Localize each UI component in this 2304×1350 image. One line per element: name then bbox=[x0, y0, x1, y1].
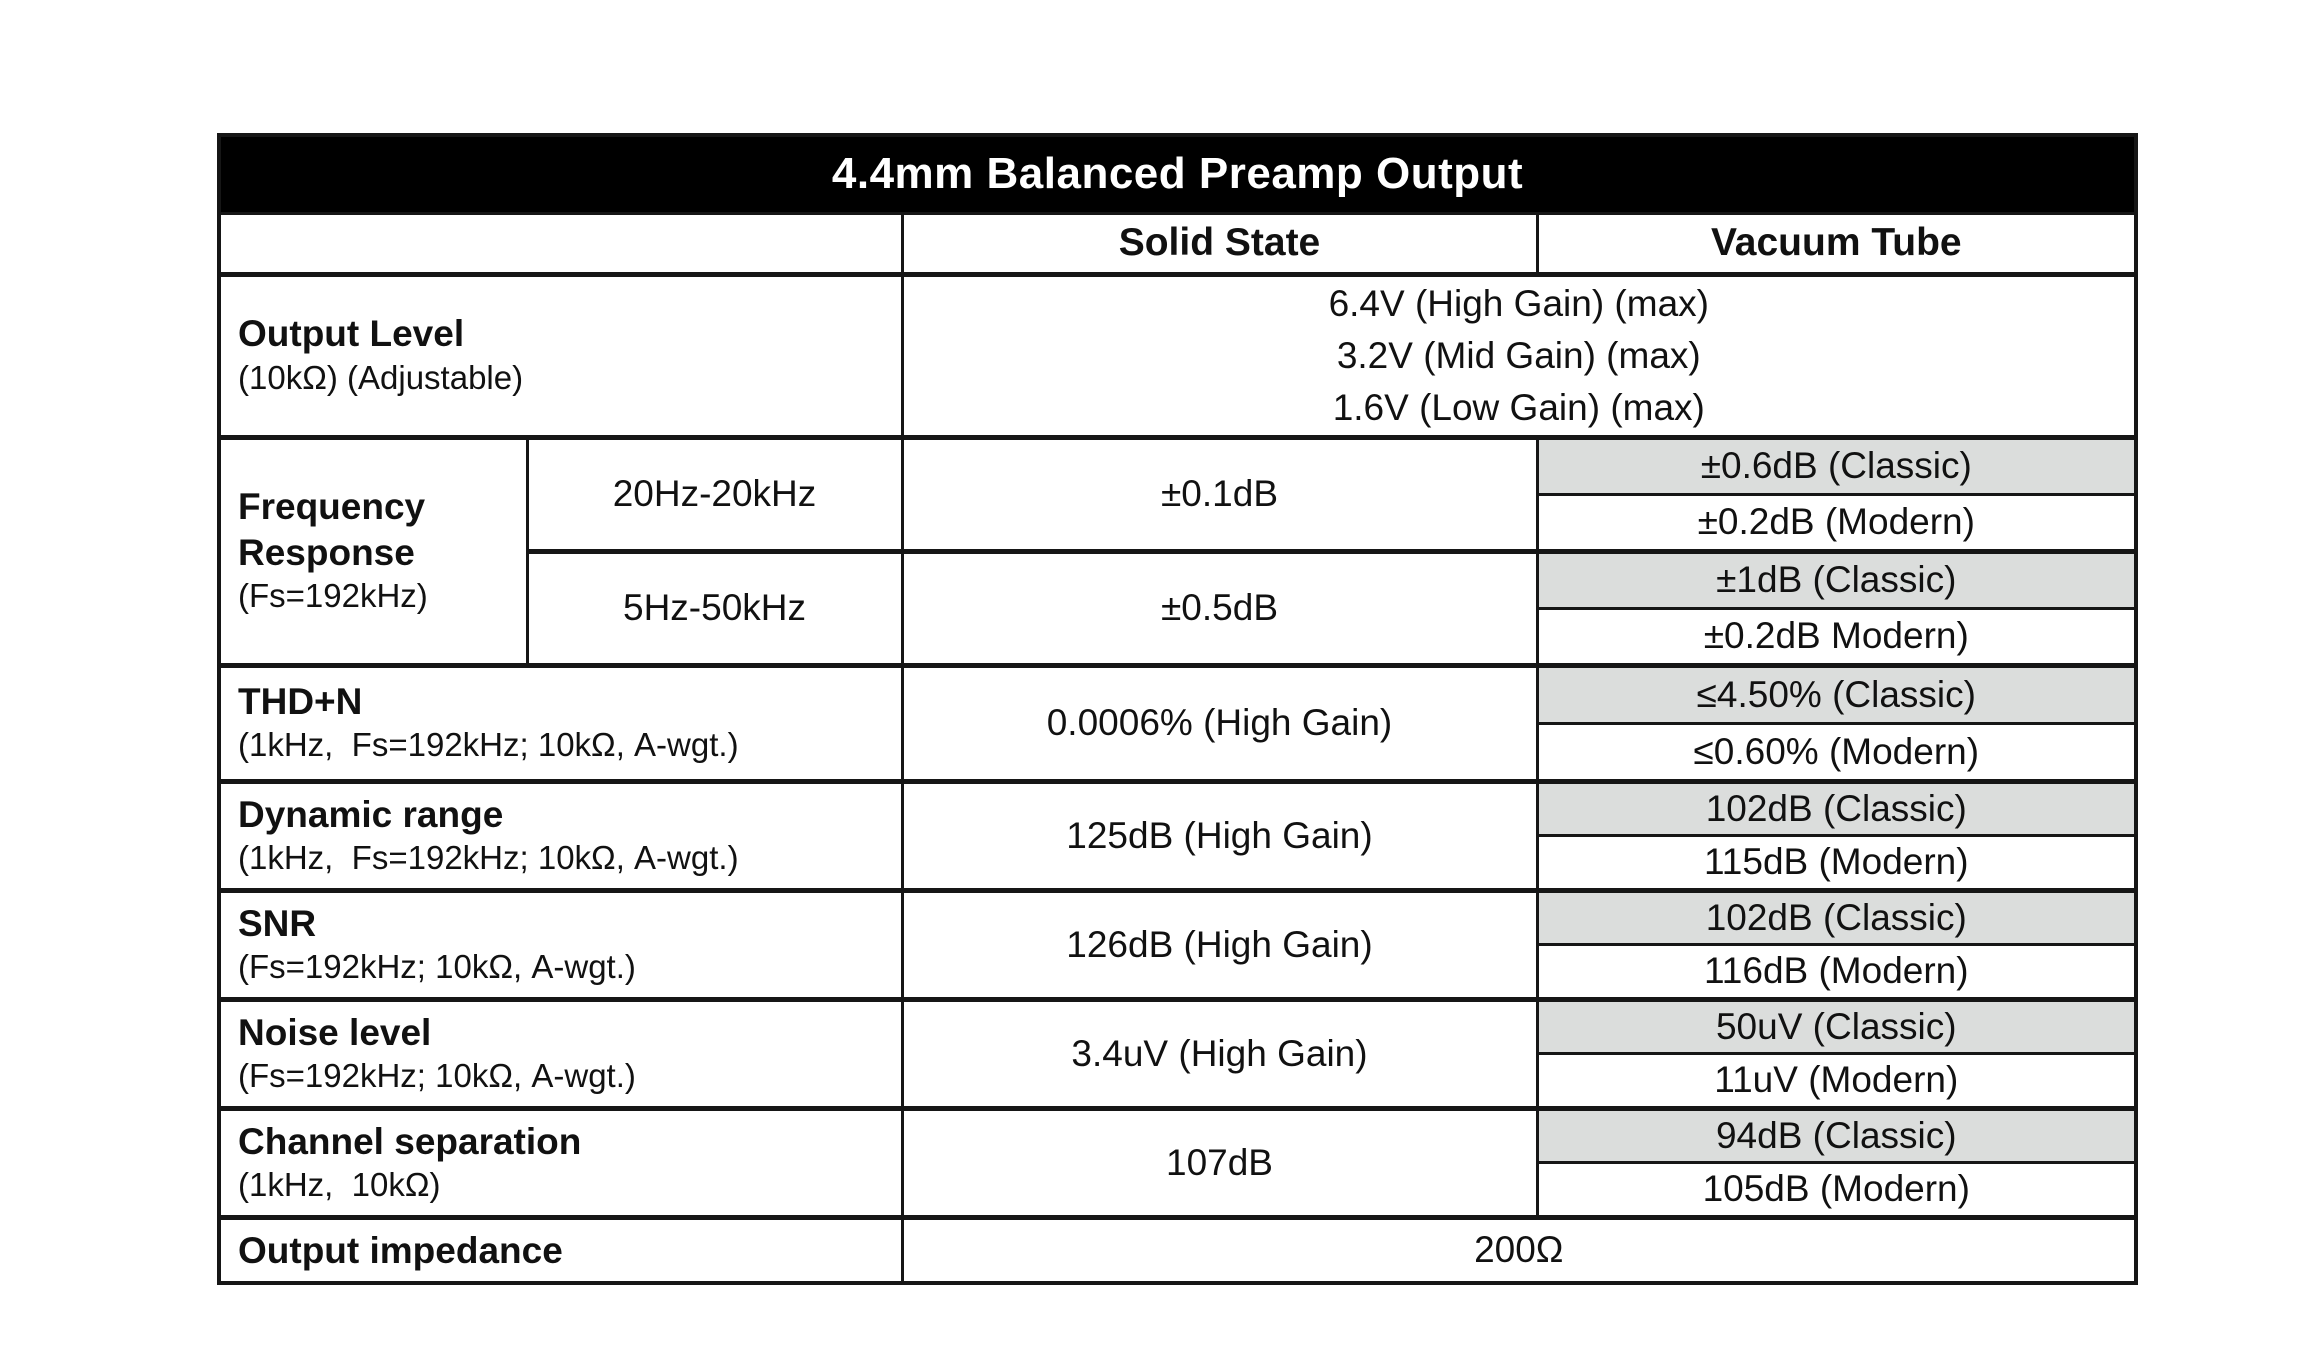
snr-vt-classic: 102dB (Classic) bbox=[1537, 890, 2136, 945]
frequency-response-20hz-vt-classic: ±0.6dB (Classic) bbox=[1537, 437, 2136, 494]
frequency-response-5hz-solid-state: ±0.5dB bbox=[902, 551, 1537, 665]
frequency-response-sublabel: (Fs=192kHz) bbox=[238, 576, 428, 614]
thd-n-sublabel: (1kHz, Fs=192kHz; 10kΩ, A-wgt.) bbox=[238, 726, 739, 764]
snr-sublabel: (Fs=192kHz; 10kΩ, A-wgt.) bbox=[238, 947, 636, 985]
preamp-output-spec-table bbox=[217, 133, 2138, 1285]
row-frequency-response-20hz bbox=[219, 437, 2136, 494]
snr-solid-state: 126dB (High Gain) bbox=[902, 890, 1537, 999]
row-dynamic-range bbox=[219, 781, 2136, 836]
frequency-response-label: Frequency Response bbox=[238, 486, 426, 573]
output-level-label-cell bbox=[219, 274, 902, 437]
row-noise-level bbox=[219, 999, 2136, 1054]
noise-level-vt-classic: 50uV (Classic) bbox=[1537, 999, 2136, 1054]
dynamic-range-vt-modern: 115dB (Modern) bbox=[1537, 836, 2136, 891]
output-level-label: Output Level bbox=[238, 313, 465, 355]
noise-level-sublabel: (Fs=192kHz; 10kΩ, A-wgt.) bbox=[238, 1056, 636, 1094]
dynamic-range-sublabel: (1kHz, Fs=192kHz; 10kΩ, A-wgt.) bbox=[238, 838, 739, 876]
thd-n-label-cell bbox=[219, 665, 902, 781]
thd-n-label: THD+N bbox=[238, 680, 363, 722]
row-output-impedance bbox=[219, 1217, 2136, 1283]
column-header-vacuum-tube: Vacuum Tube bbox=[1537, 213, 2136, 274]
frequency-response-20hz-vt-modern: ±0.2dB (Modern) bbox=[1537, 494, 2136, 551]
thd-n-vt-classic: ≤4.50% (Classic) bbox=[1537, 665, 2136, 723]
snr-label-cell bbox=[219, 890, 902, 999]
output-level-value-low: 1.6V (Low Gain) (max) bbox=[1332, 386, 1705, 428]
output-level-value-high: 6.4V (High Gain) (max) bbox=[1328, 282, 1709, 324]
channel-separation-solid-state: 107dB bbox=[902, 1108, 1537, 1217]
channel-separation-vt-modern: 105dB (Modern) bbox=[1537, 1163, 2136, 1218]
output-level-value-mid: 3.2V (Mid Gain) (max) bbox=[1336, 334, 1701, 376]
channel-separation-vt-classic: 94dB (Classic) bbox=[1537, 1108, 2136, 1163]
output-impedance-label-cell bbox=[219, 1217, 902, 1283]
row-output-level bbox=[219, 274, 2136, 437]
frequency-range-5hz: 5Hz-50kHz bbox=[527, 551, 902, 665]
frequency-response-5hz-vt-classic: ±1dB (Classic) bbox=[1537, 551, 2136, 608]
output-impedance-value: 200Ω bbox=[902, 1217, 2136, 1283]
thd-n-vt-modern: ≤0.60% (Modern) bbox=[1537, 723, 2136, 781]
noise-level-vt-modern: 11uV (Modern) bbox=[1537, 1054, 2136, 1109]
frequency-response-label-cell bbox=[219, 437, 527, 665]
snr-label: SNR bbox=[238, 902, 317, 944]
channel-separation-sublabel: (1kHz, 10kΩ) bbox=[238, 1165, 441, 1203]
output-level-sublabel: (10kΩ) (Adjustable) bbox=[238, 358, 524, 396]
dynamic-range-vt-classic: 102dB (Classic) bbox=[1537, 781, 2136, 836]
thd-n-solid-state: 0.0006% (High Gain) bbox=[902, 665, 1537, 781]
output-impedance-label: Output impedance bbox=[238, 1229, 563, 1271]
frequency-response-5hz-vt-modern: ±0.2dB Modern) bbox=[1537, 608, 2136, 665]
dynamic-range-solid-state: 125dB (High Gain) bbox=[902, 781, 1537, 890]
frequency-response-20hz-solid-state: ±0.1dB bbox=[902, 437, 1537, 551]
row-snr bbox=[219, 890, 2136, 945]
column-header-solid-state: Solid State bbox=[902, 213, 1537, 274]
channel-separation-label-cell bbox=[219, 1108, 902, 1217]
dynamic-range-label: Dynamic range bbox=[238, 793, 504, 835]
row-channel-separation bbox=[219, 1108, 2136, 1163]
header-empty-cell bbox=[219, 213, 902, 274]
noise-level-label: Noise level bbox=[238, 1011, 432, 1053]
row-thd-n bbox=[219, 665, 2136, 723]
channel-separation-label: Channel separation bbox=[238, 1120, 582, 1162]
table-title: 4.4mm Balanced Preamp Output bbox=[219, 135, 2136, 213]
noise-level-solid-state: 3.4uV (High Gain) bbox=[902, 999, 1537, 1108]
noise-level-label-cell bbox=[219, 999, 902, 1108]
output-level-value-cell bbox=[902, 274, 2136, 437]
snr-vt-modern: 116dB (Modern) bbox=[1537, 945, 2136, 1000]
dynamic-range-label-cell bbox=[219, 781, 902, 890]
frequency-range-20hz: 20Hz-20kHz bbox=[527, 437, 902, 551]
